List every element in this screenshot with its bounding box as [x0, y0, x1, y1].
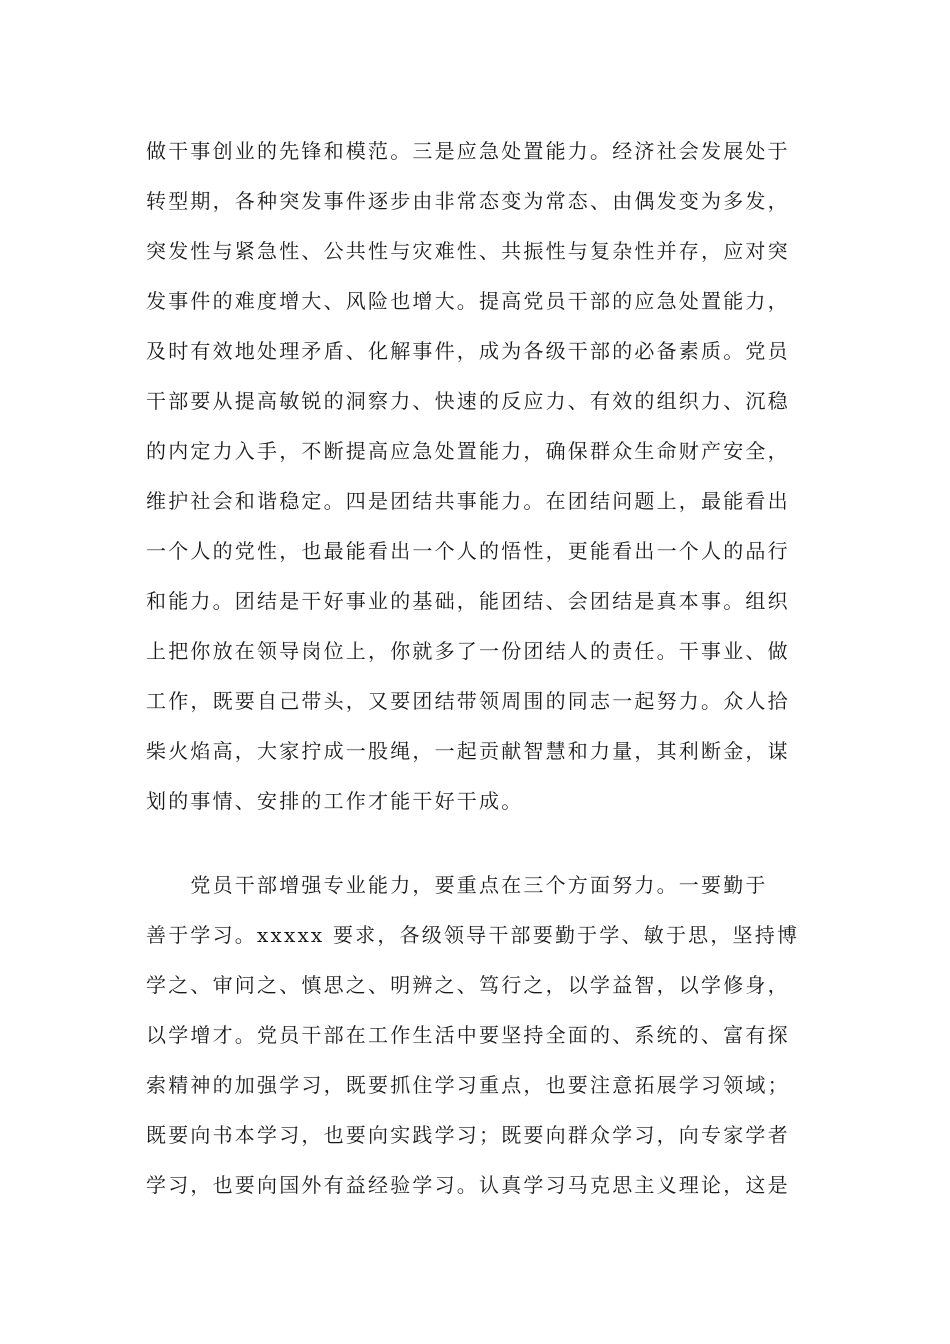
text-line: 一个人的党性，也最能看出一个人的悟性，更能看出一个人的品行	[146, 539, 790, 563]
text-line: 上把你放在领导岗位上，你就多了一份团结人的责任。干事业、做	[146, 639, 790, 663]
text-line: 突发性与紧急性、公共性与灾难性、共振性与复杂性并存，应对突	[146, 239, 790, 263]
text-line: 工作，既要自己带头，又要团结带领周围的同志一起努力。众人拾	[146, 689, 790, 713]
text-line: 以学增才。党员干部在工作生活中要坚持全面的、系统的、富有探	[146, 1023, 790, 1047]
text-line: 干部要从提高敏锐的洞察力、快速的反应力、有效的组织力、沉稳	[146, 389, 790, 413]
text-line: 柴火焰高，大家拧成一股绳，一起贡献智慧和力量，其利断金，谋	[146, 739, 790, 763]
text-line: 转型期，各种突发事件逐步由非常态变为常态、由偶发变为多发，	[146, 189, 790, 213]
text-line: 索精神的加强学习，既要抓住学习重点，也要注意拓展学习领域；	[146, 1073, 790, 1097]
text-line: 做干事创业的先锋和模范。三是应急处置能力。经济社会发展处于	[146, 139, 790, 163]
text-line: 划的事情、安排的工作才能干好干成。	[146, 789, 524, 813]
text-line: 维护社会和谐稳定。四是团结共事能力。在团结问题上，最能看出	[146, 489, 790, 513]
text-line: 既要向书本学习，也要向实践学习；既要向群众学习，向专家学者	[146, 1123, 790, 1147]
paragraph-1	[146, 126, 810, 826]
paragraph-2	[146, 860, 810, 1210]
text-line: 学习，也要向国外有益经验学习。认真学习马克思主义理论，这是	[146, 1173, 790, 1197]
text-line: 和能力。团结是干好事业的基础，能团结、会团结是真本事。组织	[146, 589, 790, 613]
text-line: 善于学习。xxxxx 要求，各级领导干部要勤于学、敏于思，坚持博	[146, 923, 800, 947]
text-line: 的内定力入手，不断提高应急处置能力，确保群众生命财产安全，	[146, 439, 790, 463]
text-line: 及时有效地处理矛盾、化解事件，成为各级干部的必备素质。党员	[146, 339, 790, 363]
text-line: 党员干部增强专业能力，要重点在三个方面努力。一要勤于	[146, 873, 768, 897]
text-line: 学之、审问之、慎思之、明辨之、笃行之，以学益智，以学修身，	[146, 973, 790, 997]
text-line: 发事件的难度增大、风险也增大。提高党员干部的应急处置能力，	[146, 289, 790, 313]
